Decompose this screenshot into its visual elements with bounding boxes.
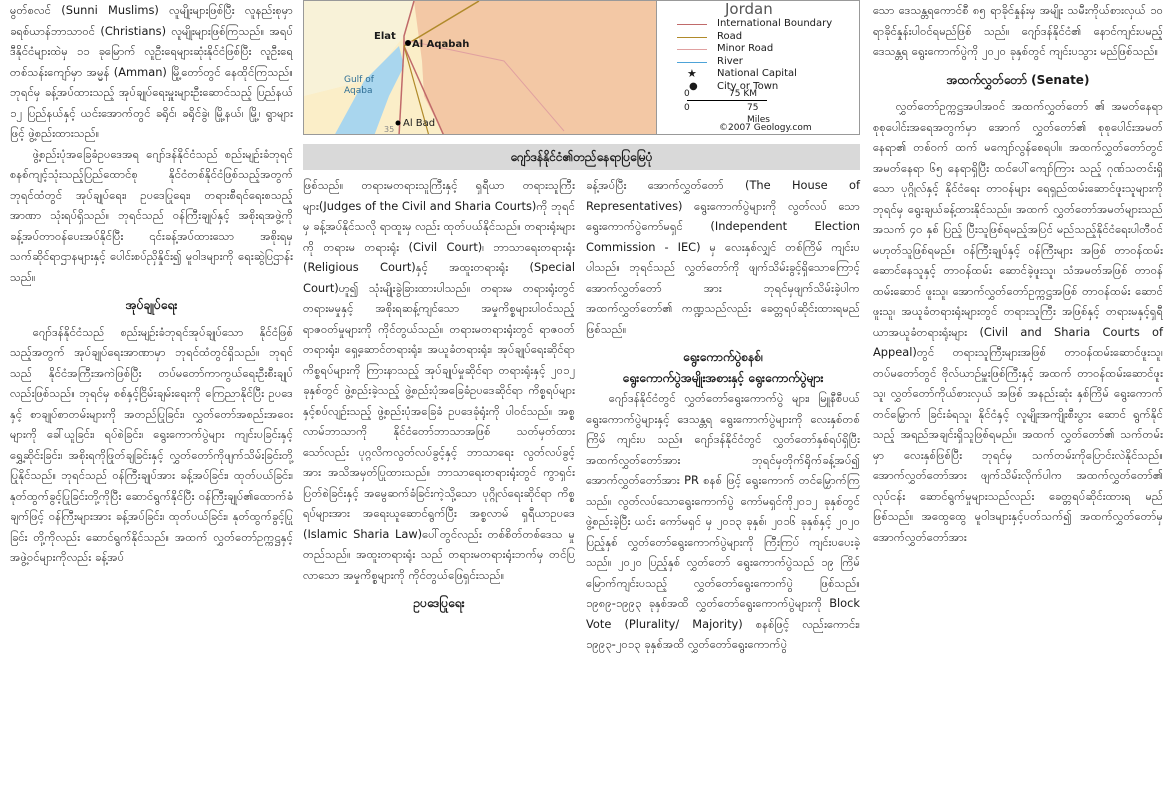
scale-zero: 0 (684, 103, 690, 113)
text-column-1 (10, 0, 293, 568)
scale-km: 75 KM (729, 89, 757, 99)
text-column-4 (873, 0, 1163, 547)
text-column-3 (586, 175, 860, 655)
section-heading-legislation: ဥပဒေပြုရေး (413, 596, 465, 610)
section-heading-electoral-system: ရွေးကောက်ပွဲစနစ်၊ ရွေးကောက်ပွဲအမျိုးအစားနှင့် ရွေးကောက်ပွဲများ (622, 350, 824, 385)
road-line-icon (677, 37, 707, 38)
legend-row: ★ National Capital (687, 67, 797, 80)
paragraph: ဂျော်ဒန်နိုင်ငံသည် စည်းမျဉ်းခံဘုရင်အုပ်ချုပ်သော နိုင်ငံဖြစ်သည့်အတွက် အုပ်ချုပ်ရေးအာဏာမှာ ဘုရင်ထံတွင်ရှိသည်။ ဘုရင်သည် နိုင်ငံအကြီးအကဲဖြစ်ပြီး တပ်မတော်ကာကွယ်ရေးဦးစီးချုပ် လည်းဖြစ်သည်။ ဘုရင်မှ စစ်နှင့်ငြိမ်းချမ်းရေးကို ကြေညာနိုင်ပြီး ဥပဒေနှင့် စာချုပ်စာတမ်းများကို အတည်ပြုခြင်း၊ လွှတ်တော်အစည်းအဝေးများကို ခေါ်ယူခြင်း၊ ရပ်စဲခြင်း၊ ရွေးကောက်ပွဲများ ကျင်းပခြင်းနှင့် ရွှေ့ဆိုင်းခြင်း၊ အစိုးရကိုဖြုတ်ချခြင်းနှင့် လွှတ်တော်ကိုဖျက်သိမ်းခြင်းတို့ပြုနိုင်သည်။ ဘုရင်သည် ဝန်ကြီးချုပ်အား ခန့်အပ်ခြင်း၊ ထုတ်ပယ်ခြင်း၊ နုတ်ထွက်ခွင့်ပြုခြင်းတို့ကိုပြီး ဆောင်ရွက်နိုင်ပြီး ဝန်ကြီးချုပ်၏ထောက်ခံချက်ဖြင့် ဝန်ကြီးများအား ခန့်အပ်ခြင်း၊ ထုတ်ပယ်ခြင်း၊ နုတ်ထွက်ခွင့်ပြုခြင်း တို့ကိုလည်း ဆောင်ရွက်နိုင်သည်။ အထက် လွှတ်တော်ဥက္ကဋ္ဌနှင့် အဖွဲ့ဝင်များကိုလည်း ခန့်အပ် (10, 324, 293, 564)
star-icon: ★ (687, 67, 697, 80)
scale-zero: 0 (684, 89, 690, 99)
place-label-aqabah: Al Aqabah (412, 39, 470, 50)
paragraph: ခန့်အပ်ပြီး အောက်လွှတ်တော် (The House of Representatives) ရွေးကောက်ပွဲများကို လွတ်လပ် သောရွေးကောက်ပွဲကော်မရှင် (Independent Election Commission - IEC) မှ လေးနှစ်လျှင် တစ်ကြိမ် ကျင်းပပါသည်။ ဘုရင်သည် လွှတ်တော်ကို ဖျက်သိမ်းခွင့်ရှိသောကြောင့် အောက်လွှတ်တော် အား ဘုရင်မှဖျက်သိမ်းခဲ့ပါက အထက်လွှတ်တော်၏ ကဏ္ဍသည်လည်း ခေတ္တရပ်ဆိုင်းထားရမည် ဖြစ်သည်။ (586, 178, 860, 336)
legend-row: Minor Road (657, 43, 860, 56)
place-label-elat: Elat (374, 31, 396, 42)
map-copyright: ©2007 Geology.com (719, 123, 812, 133)
paragraph: မွတ်စလင် (Sunni Muslims) လူမျိုးများဖြစ်ပြီး လူနည်းစုမှာ ခရစ်ယာန်ဘာသာဝင် (Christians) လူမျိုးများဖြစ်ကြသည်။ အရပ်ဒီနိုင်ငံများထဲမှ ၁၁ ခုမြောက် လူဦးရေများဆုံးနိုင်ငံဖြစ်ပြီး လူဦးရေ တစ်သန်းကျော်မှာ အမ္မန် (Amman) မြို့တော်တွင် နေထိုင်ကြသည်။ ဘုရင်မှ ခန့်အပ်ထားသည့် အုပ်ချုပ်ရေးမှူးများဦးဆောင်သည့် ပြည်နယ် ၁၂ ပြည်နယ်နှင့် ယင်းအောက်တွင် ခရိုင်၊ ခရိုင်ခွဲ၊ မြို့နယ်၊ မြို့၊ ရွာများဖြင့် ဖွဲ့စည်းထားသည်။ (10, 3, 293, 140)
paragraph: ဖွဲ့စည်းပုံအခြေခံဥပဒေအရ ဂျော်ဒန်နိုင်ငံသည် စည်းမျဉ်းခံဘုရင်စနစ်ကျင့်သုံးသည့်ပြည်ထောင်စု နိုင်ငံတစ်နိုင်ငံဖြစ်သည့်အတွက် ဘုရင်ထံတွင် အုပ်ချုပ်ရေး၊ ဥပဒေပြုရေး၊ တရားစီရင်ရေးစသည့် အာဏာ သုံးရပ်ရှိသည်။ ဘုရင်သည် ဝန်ကြီးချုပ်နှင့် အစိုးရအဖွဲ့ကို ခန့်အပ်တာဝန်ပေးအပ်နိုင်ပြီး ၎င်းခန့်အပ်ထားသော အစိုးရမှ သက်ဆိုင်ရာဌာနများနှင့် ပေါင်းစပ်ညှိနှိုင်း၍ မူဝါဒများကို ရေးဆွဲပြဌာန်းသည်။ (10, 146, 293, 284)
place-label-gulf: Gulf of Aqaba (344, 75, 374, 96)
text-column-2 (303, 175, 575, 620)
paragraph: ဂျော်ဒန်နိုင်ငံတွင် လွှတ်တော်ရွေးကောက်ပွဲ များ၊ မြူနီစီပယ်ရွေးကောက်ပွဲများနှင့် ဒေသန္တရ ရွေးကောက်ပွဲများကို လေးနှစ်တစ်ကြိမ် ကျင်းပ သည်။ ဂျော်ဒန်နိုင်ငံတွင် လွှတ်တော်နှစ်ရပ်ရှိပြီး အထက်လွှတ်တော်အား ဘုရင်မှတိုက်ရိုက်ခန့်အပ်၍ အောက်လွှတ်တော်အား PR စနစ် ဖြင့် ရွေးကောက် တင်မြှောက်ကြသည်။ လွတ်လပ်သောရွေးကောက်ပွဲ ကော်မရှင်ကို၂၀၁၂ ခုနှစ်တွင် ဖွဲ့စည်းခဲ့ပြီး ယင်း ကော်မရှင် မှ ၂၀၁၃ ခုနှစ်၊ ၂၀၁၆ ခုနှစ်နှင့် ၂၀၂၀ ပြည့်နှစ် လွှတ်တော်ရွေးကောက်ပွဲများကို ကြီးကြပ် ကျင်းပပေးခဲ့သည်။ ၂၀၂၀ ပြည့်နှစ် လွှတ်တော် ရွေးကောက်ပွဲသည် ၁၉ ကြိမ်မြောက်ကျင်းပသည့် လွှတ်တော်ရွေးကောက်ပွဲ ဖြစ်သည်။ ၁၉၈၉-၁၉၉၃ ခုနှစ်အထိ လွှတ်တော်ရွေးကောက်ပွဲများကို Block Vote (Plurality/ Majority) စနစ်ဖြင့် လည်းကောင်း၊ ၁၉၉၃-၂၀၁၃ ခုနှစ်အထိ လွှတ်တော်ရွေးကောက်ပွဲ (586, 391, 860, 651)
paragraph: သော ဒေသန္တရကောင်စီ ၈၅ ရာခိုင်နှုန်းမှ အမျိုး သမီးကိုယ်စားလှယ် ၁၀ ရာခိုင်နှုန်းပါဝင်ရမည်ဖြစ် သည်။ ဂျော်ဒန်နိုင်ငံ၏ နောင်ကျင်းပမည့် ဒေသန္တရ ရွေးကောက်ပွဲကို ၂၀၂၀ ခုနှစ်တွင် ကျင်းပသွား မည်ဖြစ်သည်။ (873, 3, 1163, 58)
map-caption: ဂျော်ဒန်နိုင်ငံ၏တည်နေရာပြမြေပုံ (303, 144, 860, 170)
minor-road-line-icon (677, 49, 707, 50)
legend-row: Road (657, 31, 860, 44)
road-number-label: 35 (384, 125, 395, 134)
legend-row: International Boundary (657, 18, 860, 31)
place-label-albad: Al Bad (403, 118, 436, 129)
map-legend (656, 1, 860, 135)
section-heading-senate: အထက်လွှတ်တော် (Senate) (946, 72, 1090, 87)
river-line-icon (677, 62, 707, 63)
legend-title: Jordan (725, 0, 773, 18)
paragraph: ဖြစ်သည်။ တရားမတရားသူကြီးနှင့် ရှရီယာ တရားသူကြီးများ(Judges of the Civil and Sharia Courts)ကို ဘုရင်မှ ခန့်အပ်နိုင်သလို ရာထူးမှ လည်း ထုတ်ပယ်နိုင်သည်။ တရားရုံးများကို တရားမ တရားရုံး (Civil Court)၊ ဘာသာရေးတရားရုံး (Religious Court)နှင့် အထူးတရားရုံး (Special Court)ဟူ၍ သုံးမျိုးခွဲခြားထားပါသည်။ တရားမ တရားရုံးတွင် တရားမမှုနှင့် အစိုးရဆန့်ကျင်သော အမှုကိစ္စများပါဝင်သည့် ရာဇဝတ်မှုများကို ကိုင်တွယ်သည်။ တရားမတရားရုံးတွင် ရာဇဝတ် တရားရုံး၊ ရှေ့ဆောင်တရားရုံး၊ အယူခံတရားရုံး၊ အုပ်ချုပ်ရေးဆိုင်ရာ ကိစ္စရပ်များကို ကြားနာသည့် အုပ်ချုပ်မှုဆိုင်ရာ တရားရုံးနှင့် ၂၀၁၂ ခုနှစ်တွင် ဖွဲ့စည်းခဲ့သည့် ဖွဲ့စည်းပုံအခြေခံဥပဒေဆိုင်ရာ ကိစ္စရပ်များနှင့်စပ်လျဉ်းသည့် ဖွဲ့စည်းပုံအခြေခံ ဥပဒေခုံရုံးကို ပါဝင်သည်။ အစ္စလာမ်ဘာသာကို နိုင်ငံတော်ဘာသာအဖြစ် သတ်မှတ်ထားသော်လည်း ပုဂ္ဂလိကလွတ်လပ်ခွင့်နှင့် ဘာသာရေး လွတ်လပ်ခွင့်အား အသိအမှတ်ပြုထားသည်။ ဘာသာရေးတရားရုံးတွင် ကွာရှင်းပြတ်စဲခြင်းနှင့် အမွေဆက်ခံခြင်းကဲ့သို့သော ပုဂ္ဂိုလ်ရေးဆိုင်ရာ ကိစ္စရပ်များအား အရေးယူဆောင်ရွက်ပြီး အစ္စလာမ် ရှရီယာဥပဒေ (Islamic Sharia Law)ပေါ်တွင်လည်း တစ်စိတ်တစ်ဒေသ မှုတည်သည်။ အထူးတရားရုံး သည် တရားမတရားရုံးဘက်မှ တင်ပြလာသော အမှုကိစ္စများကို ကိုင်တွယ်ဖြေရှင်းသည်။ (303, 178, 575, 582)
boundary-line-icon (677, 24, 707, 25)
scale-miles: 75 Miles (747, 103, 770, 125)
map-scale-bar (679, 88, 779, 125)
legend-row: River (657, 56, 860, 69)
legend-row: ● City or Town (689, 80, 779, 92)
dot-icon: ● (689, 80, 698, 92)
jordan-location-map (303, 0, 860, 135)
map-graphic (304, 1, 656, 135)
paragraph: လွှတ်တော်ဥက္ကဋ္ဌအပါအဝင် အထက်လွှတ်တော် ၏ အမတ်နေရာစုစုပေါင်းအရေအတွက်မှာ အောက် လွှတ်တော်၏ စုစုပေါင်းအမတ်နေရာ၏ တစ်ဝက် ထက် မကျော်လွန်စေရပါ။ အထက်လွှတ်တော်တွင် အမတ်နေရာ ၆၅ နေရာရှိပြီး ထင်ပေါ်ကျော်ကြား သည့် ဂုဏ်သတင်းရှိသော ပုဂ္ဂိုလ်နှင့် နိုင်ငံရေး တာဝန်များ ရေရှည်ထမ်းဆောင်ဖူးသူများကို ဘုရင်မှ ရွေးချယ်ခန့်ထားနိုင်သည်။ အထက် လွှတ်တော်အမတ်များသည် အသက် ၄၀ နှစ် ပြည့် ပြီးသူဖြစ်ရမည့်အပြင် မည်သည့်နိုင်ငံရေးပါတီဝင် မဟုတ်သူဖြစ်ရမည်။ ဝန်ကြီးချုပ်နှင့် ဝန်ကြီးများ အဖြစ် တာဝန်ထမ်းဆောင်နေသူနှင့် တာဝန်ထမ်း ဆောင်ခဲ့ဖူးသူ၊ သံအမတ်အဖြစ် တာဝန်ထမ်းဆောင် ဖူးသူ၊ အောက်လွှတ်တော်ဥက္ကဋ္ဌအဖြစ် တာဝန်ထမ်း ဆောင်ဖူးသူ၊ အယူခံတရားရုံးများတွင် တရားသူကြီး အဖြစ်နှင့် တရားမနှင့်ရှရီယာအယူခံတရားရုံးများ (Civil and Sharia Courts of Appeal)တွင် တရားသူကြီးများအဖြစ် တာဝန်ထမ်းဆောင်ဖူးသူ၊ တပ်မတော်တွင် ဗိုလ်ယာဉ်မှူးဖြစ်ကြီးနှင့် အထက် တာဝန်ထမ်းဆောင်ဖူးသူ၊ လွှတ်တော်ကိုယ်စားလှယ် အဖြစ် အနည်းဆုံး နှစ်ကြိမ် ရွေးကောက်တင်မြှောက် ခြင်းခံရသူ၊ နိုင်ငံနှင့် လူမျိုးအကျိုးစီးပွား ဆောင် ရွက်နိုင်သည့် အရည်အချင်းရှိသူဖြစ်ရမည်။ အထက် လွှတ်တော်၏ သက်တမ်းမှာ လေးနှစ်ဖြစ်ပြီး ဘုရင်မှ သက်တမ်းကိုပြောင်းလဲနိုင်သည်။ အောက်လွှတ်တော်အား ဖျက်သိမ်းလိုက်ပါက အထက်လွှတ်တော်၏ လုပ်ငန်း ဆောင်ရွက်မှုများသည်လည်း ခေတ္တရပ်ဆိုင်းထားရ မည်ဖြစ်သည်။ အထွေထွေ မူဝါဒများနှင့်ပတ်သက်၍ အထက်လွှတ်တော်မှ အောက်လွှတ်တော်အား (873, 99, 1163, 544)
section-heading-administration: အုပ်ချုပ်ရေး (125, 298, 178, 312)
